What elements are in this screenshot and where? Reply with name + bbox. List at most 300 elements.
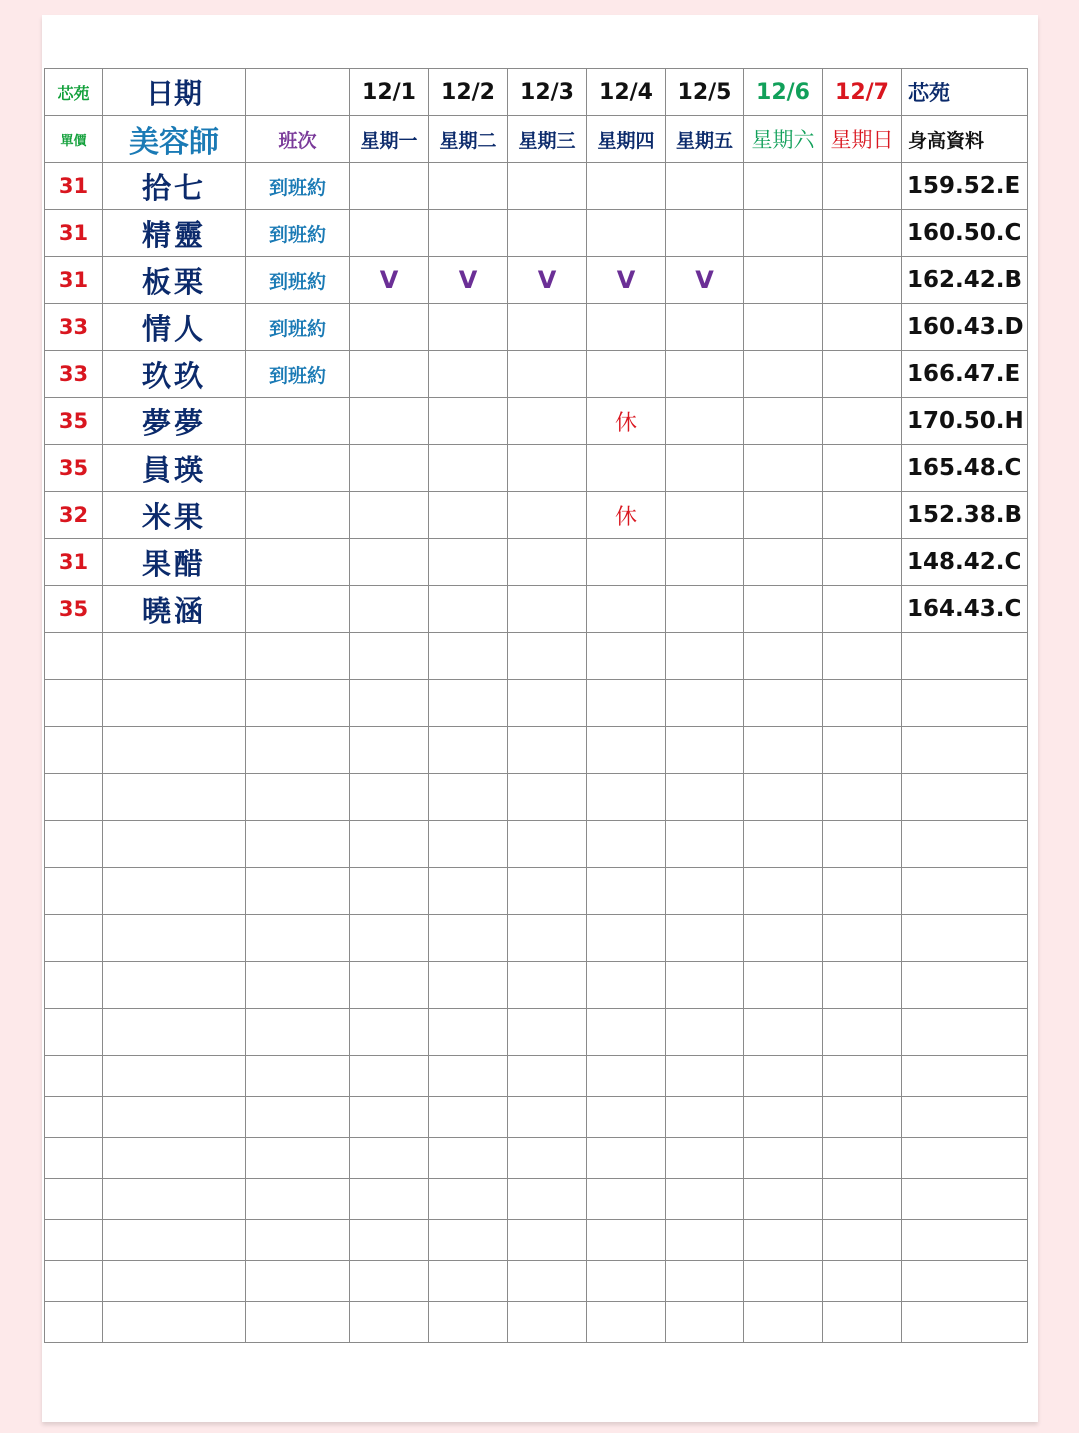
empty-cell[interactable] (823, 821, 902, 868)
empty-cell[interactable] (666, 727, 744, 774)
shift-cell[interactable] (246, 586, 350, 633)
schedule-cell[interactable] (823, 586, 902, 633)
empty-cell[interactable] (744, 1302, 823, 1343)
weekday-cell-saturday: 星期六 (744, 116, 823, 163)
empty-cell[interactable] (429, 821, 508, 868)
shift-cell[interactable]: 到班約 (246, 163, 350, 210)
empty-cell[interactable] (45, 774, 103, 821)
empty-cell[interactable] (744, 1009, 823, 1056)
weekday-cell: 星期五 (666, 116, 744, 163)
schedule-cell[interactable] (587, 539, 666, 586)
weekday-cell: 星期二 (429, 116, 508, 163)
schedule-cell[interactable] (744, 539, 823, 586)
empty-cell[interactable] (429, 1138, 508, 1179)
schedule-cell[interactable] (429, 304, 508, 351)
empty-cell[interactable] (744, 680, 823, 727)
empty-cell[interactable] (350, 962, 429, 1009)
empty-cell[interactable] (350, 680, 429, 727)
unit-price-cell: 33 (45, 351, 103, 398)
empty-cell[interactable] (744, 821, 823, 868)
empty-cell[interactable] (350, 1056, 429, 1097)
empty-cell[interactable] (350, 1138, 429, 1179)
empty-cell[interactable] (587, 1179, 666, 1220)
empty-cell[interactable] (666, 962, 744, 1009)
schedule-cell[interactable] (429, 210, 508, 257)
schedule-cell[interactable] (429, 351, 508, 398)
schedule-cell[interactable] (744, 398, 823, 445)
empty-cell[interactable] (666, 633, 744, 680)
unit-price-cell: 31 (45, 539, 103, 586)
empty-cell[interactable] (103, 1009, 246, 1056)
empty-cell[interactable] (587, 1009, 666, 1056)
empty-cell[interactable] (429, 1220, 508, 1261)
empty-cell[interactable] (103, 1056, 246, 1097)
empty-cell[interactable] (666, 774, 744, 821)
empty-cell[interactable] (103, 821, 246, 868)
schedule-cell[interactable] (823, 304, 902, 351)
schedule-cell[interactable] (350, 586, 429, 633)
empty-cell[interactable] (902, 1179, 1028, 1220)
empty-cell[interactable] (823, 1097, 902, 1138)
schedule-cell[interactable] (429, 539, 508, 586)
empty-cell[interactable] (45, 962, 103, 1009)
schedule-cell[interactable] (350, 398, 429, 445)
empty-row (45, 1220, 1028, 1261)
empty-cell[interactable] (350, 1179, 429, 1220)
schedule-cell[interactable] (350, 304, 429, 351)
schedule-cell[interactable] (429, 586, 508, 633)
empty-cell[interactable] (744, 1097, 823, 1138)
schedule-cell[interactable] (508, 304, 587, 351)
weekday-cell: 星期四 (587, 116, 666, 163)
unit-price-cell: 35 (45, 445, 103, 492)
height-data-cell: 164.43.C (902, 586, 1028, 633)
empty-cell[interactable] (350, 1302, 429, 1343)
empty-cell[interactable] (823, 727, 902, 774)
empty-cell[interactable] (744, 774, 823, 821)
empty-cell[interactable] (823, 774, 902, 821)
empty-cell[interactable] (246, 1220, 350, 1261)
empty-cell[interactable] (45, 1261, 103, 1302)
schedule-cell[interactable] (744, 257, 823, 304)
empty-cell[interactable] (587, 821, 666, 868)
height-data-cell: 160.43.D (902, 304, 1028, 351)
empty-row (45, 774, 1028, 821)
empty-cell[interactable] (902, 727, 1028, 774)
schedule-cell[interactable] (666, 445, 744, 492)
empty-cell[interactable] (744, 1056, 823, 1097)
empty-cell[interactable] (902, 633, 1028, 680)
empty-cell[interactable] (246, 727, 350, 774)
schedule-cell[interactable] (666, 586, 744, 633)
empty-cell[interactable] (902, 1009, 1028, 1056)
empty-cell[interactable] (744, 1179, 823, 1220)
table-row (45, 351, 1028, 398)
empty-cell[interactable] (45, 1138, 103, 1179)
schedule-cell[interactable] (508, 445, 587, 492)
attendance-check-cell[interactable]: V (429, 257, 508, 304)
schedule-cell[interactable] (744, 586, 823, 633)
empty-cell[interactable] (902, 680, 1028, 727)
schedule-cell[interactable] (350, 163, 429, 210)
empty-cell[interactable] (823, 1261, 902, 1302)
schedule-cell[interactable] (744, 445, 823, 492)
empty-cell[interactable] (103, 1179, 246, 1220)
empty-cell[interactable] (45, 868, 103, 915)
empty-cell[interactable] (823, 633, 902, 680)
schedule-cell[interactable] (744, 210, 823, 257)
empty-cell[interactable] (103, 915, 246, 962)
empty-cell[interactable] (45, 727, 103, 774)
schedule-cell[interactable] (350, 445, 429, 492)
empty-cell[interactable] (587, 868, 666, 915)
empty-cell[interactable] (587, 962, 666, 1009)
schedule-cell[interactable] (508, 492, 587, 539)
empty-cell[interactable] (508, 915, 587, 962)
empty-cell[interactable] (666, 1056, 744, 1097)
empty-cell[interactable] (350, 821, 429, 868)
schedule-cell[interactable] (823, 257, 902, 304)
schedule-cell[interactable] (823, 163, 902, 210)
schedule-cell[interactable] (429, 163, 508, 210)
beautician-name-cell: 情人 (103, 304, 246, 351)
empty-cell[interactable] (823, 1302, 902, 1343)
empty-cell[interactable] (508, 962, 587, 1009)
empty-cell[interactable] (508, 1097, 587, 1138)
empty-cell[interactable] (429, 633, 508, 680)
schedule-cell[interactable] (666, 351, 744, 398)
empty-cell[interactable] (350, 868, 429, 915)
empty-cell[interactable] (666, 915, 744, 962)
empty-cell[interactable] (350, 915, 429, 962)
schedule-cell[interactable] (508, 586, 587, 633)
empty-cell[interactable] (587, 633, 666, 680)
empty-cell[interactable] (350, 633, 429, 680)
empty-cell[interactable] (587, 1261, 666, 1302)
schedule-cell[interactable] (666, 539, 744, 586)
empty-cell[interactable] (902, 821, 1028, 868)
schedule-cell[interactable] (587, 351, 666, 398)
shift-cell[interactable]: 到班約 (246, 351, 350, 398)
empty-cell[interactable] (246, 1056, 350, 1097)
empty-cell[interactable] (45, 680, 103, 727)
empty-cell[interactable] (902, 1261, 1028, 1302)
schedule-table (44, 68, 1028, 1343)
empty-cell[interactable] (508, 1302, 587, 1343)
empty-cell[interactable] (103, 1138, 246, 1179)
height-data-cell: 159.52.E (902, 163, 1028, 210)
schedule-cell[interactable] (429, 398, 508, 445)
empty-cell[interactable] (902, 868, 1028, 915)
empty-cell[interactable] (103, 962, 246, 1009)
empty-cell[interactable] (508, 1261, 587, 1302)
empty-cell[interactable] (587, 1056, 666, 1097)
empty-cell[interactable] (666, 1261, 744, 1302)
schedule-cell[interactable] (508, 539, 587, 586)
empty-cell[interactable] (587, 1138, 666, 1179)
shift-cell[interactable]: 到班約 (246, 210, 350, 257)
empty-cell[interactable] (666, 1138, 744, 1179)
empty-cell[interactable] (744, 962, 823, 1009)
empty-row (45, 1138, 1028, 1179)
empty-cell[interactable] (429, 1302, 508, 1343)
empty-cell[interactable] (429, 1179, 508, 1220)
empty-cell[interactable] (429, 868, 508, 915)
empty-cell[interactable] (45, 1179, 103, 1220)
empty-cell[interactable] (246, 1302, 350, 1343)
empty-cell[interactable] (587, 727, 666, 774)
empty-row (45, 680, 1028, 727)
empty-cell[interactable] (350, 1220, 429, 1261)
empty-cell[interactable] (666, 868, 744, 915)
schedule-cell[interactable] (508, 210, 587, 257)
empty-cell[interactable] (744, 868, 823, 915)
empty-cell[interactable] (45, 633, 103, 680)
empty-cell[interactable] (508, 1056, 587, 1097)
schedule-cell[interactable] (508, 398, 587, 445)
empty-cell[interactable] (508, 868, 587, 915)
empty-cell[interactable] (823, 1009, 902, 1056)
date-cell: 12/1 (350, 69, 429, 116)
empty-cell[interactable] (902, 962, 1028, 1009)
empty-cell[interactable] (744, 727, 823, 774)
schedule-cell[interactable] (823, 445, 902, 492)
schedule-cell[interactable] (587, 163, 666, 210)
empty-cell[interactable] (45, 821, 103, 868)
empty-cell[interactable] (45, 1097, 103, 1138)
schedule-cell[interactable] (666, 398, 744, 445)
schedule-cell[interactable] (587, 304, 666, 351)
schedule-cell[interactable] (350, 492, 429, 539)
empty-cell[interactable] (744, 1261, 823, 1302)
schedule-cell[interactable] (508, 163, 587, 210)
empty-cell[interactable] (823, 868, 902, 915)
schedule-cell[interactable] (744, 163, 823, 210)
height-label: 身高資料 (902, 116, 1028, 163)
weekday-cell: 星期一 (350, 116, 429, 163)
empty-cell[interactable] (902, 1138, 1028, 1179)
empty-cell[interactable] (823, 1138, 902, 1179)
empty-cell[interactable] (103, 1261, 246, 1302)
brand-label-left: 芯苑 (45, 69, 103, 116)
empty-cell[interactable] (103, 680, 246, 727)
empty-cell[interactable] (429, 1261, 508, 1302)
date-label: 日期 (103, 69, 246, 116)
schedule-cell[interactable] (350, 351, 429, 398)
empty-cell[interactable] (246, 633, 350, 680)
empty-cell[interactable] (246, 774, 350, 821)
empty-cell[interactable] (246, 1179, 350, 1220)
empty-cell[interactable] (508, 774, 587, 821)
empty-cell[interactable] (666, 1179, 744, 1220)
attendance-check-cell[interactable]: V (587, 257, 666, 304)
schedule-cell[interactable] (587, 210, 666, 257)
schedule-cell[interactable] (823, 398, 902, 445)
schedule-cell[interactable] (666, 492, 744, 539)
unit-price-cell: 31 (45, 257, 103, 304)
height-data-cell: 166.47.E (902, 351, 1028, 398)
empty-cell[interactable] (744, 1138, 823, 1179)
shift-cell[interactable]: 到班約 (246, 304, 350, 351)
header-row-dates (45, 69, 1028, 116)
empty-cell[interactable] (350, 1097, 429, 1138)
beautician-name-cell: 員瑛 (103, 445, 246, 492)
empty-cell[interactable] (350, 774, 429, 821)
empty-cell[interactable] (508, 1009, 587, 1056)
empty-cell[interactable] (902, 1220, 1028, 1261)
empty-row (45, 1179, 1028, 1220)
shift-cell[interactable]: 到班約 (246, 257, 350, 304)
empty-cell[interactable] (587, 680, 666, 727)
empty-cell[interactable] (45, 1056, 103, 1097)
beautician-name-cell: 米果 (103, 492, 246, 539)
unit-price-cell: 35 (45, 398, 103, 445)
empty-cell[interactable] (508, 821, 587, 868)
empty-cell[interactable] (246, 821, 350, 868)
empty-cell[interactable] (666, 1009, 744, 1056)
empty-cell[interactable] (350, 1009, 429, 1056)
empty-cell[interactable] (103, 868, 246, 915)
empty-cell[interactable] (587, 1302, 666, 1343)
empty-cell[interactable] (429, 727, 508, 774)
attendance-check-cell[interactable]: V (666, 257, 744, 304)
empty-cell[interactable] (45, 1302, 103, 1343)
attendance-check-cell[interactable]: V (350, 257, 429, 304)
schedule-cell[interactable] (587, 586, 666, 633)
schedule-cell[interactable] (587, 445, 666, 492)
height-data-cell: 162.42.B (902, 257, 1028, 304)
empty-cell[interactable] (246, 962, 350, 1009)
empty-cell[interactable] (508, 1179, 587, 1220)
empty-cell[interactable] (103, 1220, 246, 1261)
empty-cell[interactable] (103, 633, 246, 680)
empty-cell[interactable] (902, 774, 1028, 821)
empty-cell[interactable] (902, 915, 1028, 962)
empty-cell[interactable] (666, 1097, 744, 1138)
schedule-cell[interactable] (666, 304, 744, 351)
empty-cell[interactable] (902, 1056, 1028, 1097)
schedule-cell[interactable] (823, 351, 902, 398)
shift-cell[interactable] (246, 398, 350, 445)
empty-cell[interactable] (429, 915, 508, 962)
empty-cell[interactable] (587, 1097, 666, 1138)
schedule-cell[interactable] (429, 445, 508, 492)
schedule-cell[interactable] (429, 492, 508, 539)
table-row (45, 304, 1028, 351)
table-row (45, 398, 1028, 445)
empty-cell[interactable] (103, 774, 246, 821)
shift-cell[interactable] (246, 492, 350, 539)
empty-cell[interactable] (103, 1302, 246, 1343)
empty-cell[interactable] (246, 1261, 350, 1302)
shift-cell[interactable] (246, 539, 350, 586)
empty-cell[interactable] (350, 1261, 429, 1302)
empty-cell[interactable] (246, 915, 350, 962)
table-row (45, 445, 1028, 492)
empty-cell[interactable] (508, 1220, 587, 1261)
empty-cell[interactable] (429, 1009, 508, 1056)
date-cell: 12/2 (429, 69, 508, 116)
beautician-label: 美容師 (103, 116, 246, 163)
empty-cell[interactable] (666, 680, 744, 727)
empty-cell[interactable] (587, 1220, 666, 1261)
schedule-cell[interactable] (744, 304, 823, 351)
empty-cell[interactable] (103, 727, 246, 774)
schedule-cell[interactable] (823, 539, 902, 586)
empty-cell[interactable] (666, 1302, 744, 1343)
height-data-cell: 148.42.C (902, 539, 1028, 586)
empty-row (45, 1097, 1028, 1138)
empty-cell[interactable] (45, 915, 103, 962)
header-row-labels (45, 116, 1028, 163)
empty-cell[interactable] (350, 727, 429, 774)
empty-cell[interactable] (823, 680, 902, 727)
empty-cell[interactable] (744, 915, 823, 962)
day-off-cell[interactable]: 休 (587, 492, 666, 539)
empty-cell[interactable] (823, 1220, 902, 1261)
empty-cell[interactable] (246, 1097, 350, 1138)
schedule-cell[interactable] (744, 351, 823, 398)
attendance-check-cell[interactable]: V (508, 257, 587, 304)
schedule-cell[interactable] (666, 163, 744, 210)
empty-cell[interactable] (744, 633, 823, 680)
empty-cell[interactable] (246, 1138, 350, 1179)
empty-row (45, 821, 1028, 868)
schedule-cell[interactable] (823, 210, 902, 257)
empty-cell[interactable] (246, 1009, 350, 1056)
empty-cell[interactable] (429, 962, 508, 1009)
empty-cell[interactable] (45, 1009, 103, 1056)
height-data-cell: 152.38.B (902, 492, 1028, 539)
empty-cell[interactable] (666, 1220, 744, 1261)
empty-cell[interactable] (103, 1097, 246, 1138)
schedule-cell[interactable] (666, 210, 744, 257)
empty-cell[interactable] (744, 1220, 823, 1261)
schedule-cell[interactable] (823, 492, 902, 539)
empty-cell[interactable] (246, 680, 350, 727)
empty-cell[interactable] (823, 962, 902, 1009)
empty-cell[interactable] (823, 915, 902, 962)
shift-cell[interactable] (246, 445, 350, 492)
empty-cell[interactable] (587, 915, 666, 962)
empty-cell[interactable] (823, 1056, 902, 1097)
empty-cell[interactable] (508, 680, 587, 727)
empty-cell[interactable] (508, 727, 587, 774)
empty-cell[interactable] (508, 633, 587, 680)
empty-row (45, 1302, 1028, 1343)
empty-cell[interactable] (587, 774, 666, 821)
schedule-cell[interactable] (350, 210, 429, 257)
beautician-name-cell: 拾七 (103, 163, 246, 210)
empty-cell[interactable] (429, 774, 508, 821)
empty-cell[interactable] (666, 821, 744, 868)
empty-cell[interactable] (429, 1097, 508, 1138)
empty-cell[interactable] (45, 1220, 103, 1261)
empty-cell[interactable] (902, 1302, 1028, 1343)
schedule-cell[interactable] (508, 351, 587, 398)
empty-cell[interactable] (429, 680, 508, 727)
schedule-cell[interactable] (350, 539, 429, 586)
day-off-cell[interactable]: 休 (587, 398, 666, 445)
empty-cell[interactable] (429, 1056, 508, 1097)
table-row (45, 539, 1028, 586)
weekday-cell-sunday: 星期日 (823, 116, 902, 163)
empty-cell[interactable] (902, 1097, 1028, 1138)
schedule-cell[interactable] (744, 492, 823, 539)
empty-cell[interactable] (508, 1138, 587, 1179)
empty-cell[interactable] (823, 1179, 902, 1220)
empty-cell[interactable] (246, 868, 350, 915)
